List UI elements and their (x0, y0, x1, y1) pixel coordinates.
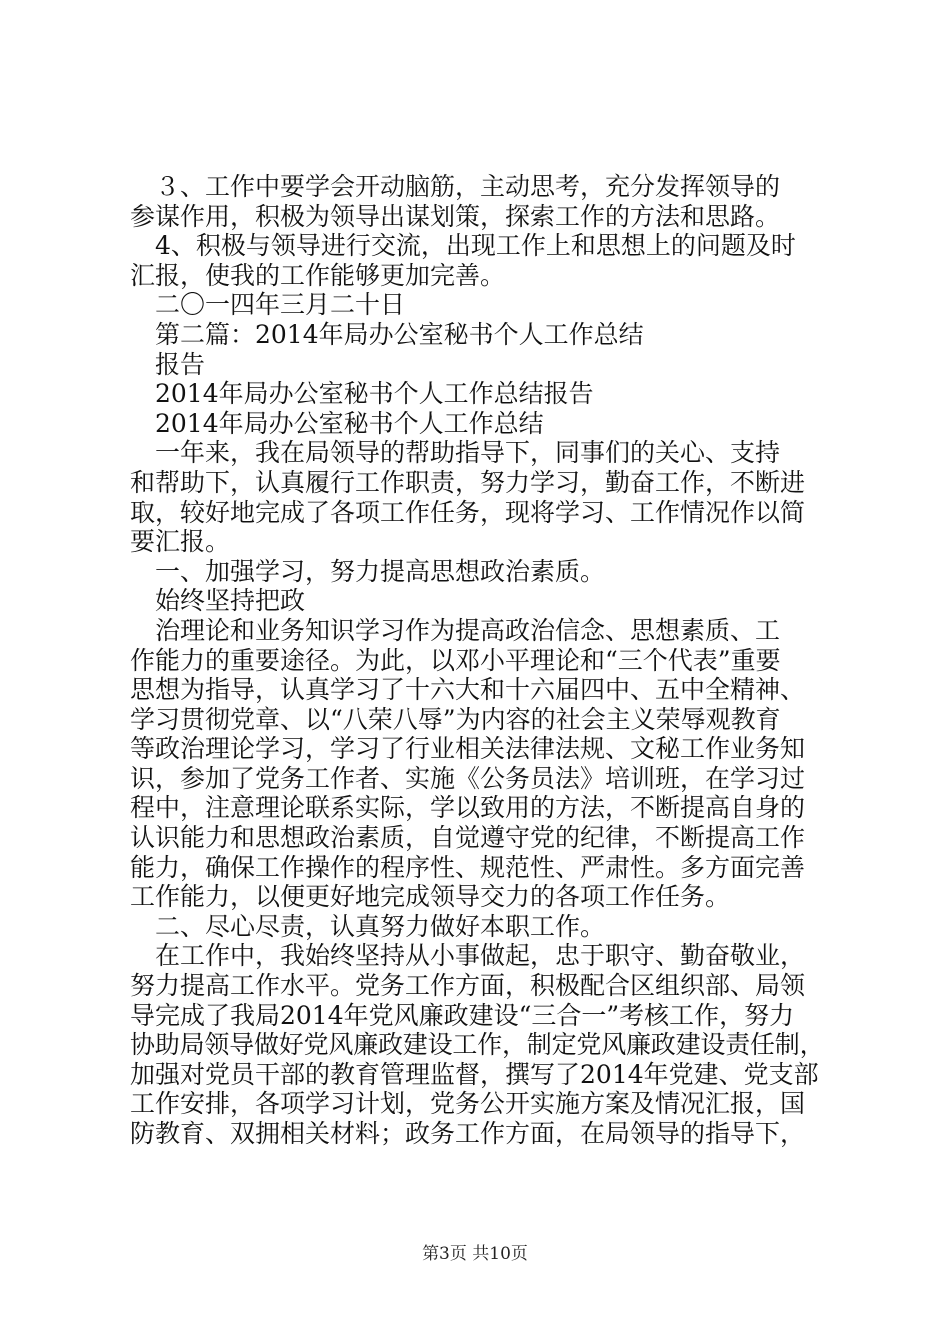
text-line: 4、积极与领导进行交流，出现工作上和思想上的问题及时 (130, 231, 796, 261)
text-line: 和帮助下，认真履行工作职责，努力学习，勤奋工作，不断进 (130, 467, 806, 497)
text-line: 2014年局办公室秘书个人工作总结 (130, 408, 544, 438)
text-line: 作能力的重要途径。为此，以邓小平理论和“三个代表”重要 (130, 645, 781, 675)
text-line: 防教育、双拥相关材料；政务工作方面，在局领导的指导下， (130, 1119, 806, 1148)
text-line: 取，较好地完成了各项工作任务，现将学习、工作情况作以简 (130, 497, 806, 527)
text-line: 努力提高工作水平。党务工作方面，积极配合区组织部、局领 (130, 971, 806, 1001)
text-line: 等政治理论学习，学习了行业相关法律法规、文秘工作业务知 (130, 734, 806, 764)
text-line: 能力，确保工作操作的程序性、规范性、严肃性。多方面完善 (130, 852, 806, 882)
text-line: 学习贯彻党章、以“八荣八辱”为内容的社会主义荣辱观教育 (130, 704, 781, 734)
text-line: 参谋作用，积极为领导出谋划策，探索工作的方法和思路。 (130, 201, 781, 231)
text-line: 加强对党员干部的教育管理监督，撰写了2014年党建、党支部 (130, 1059, 819, 1089)
text-line: 二〇一四年三月二十日 (130, 290, 406, 320)
text-line: 在工作中，我始终坚持从小事做起，忠于职守、勤奋敬业， (130, 941, 806, 971)
text-line: 报告 (130, 349, 206, 379)
text-line: 思想为指导，认真学习了十六大和十六届四中、五中全精神、 (130, 675, 806, 705)
text-line: 认识能力和思想政治素质，自觉遵守党的纪律，不断提高工作 (130, 823, 806, 853)
text-line: 一年来，我在局领导的帮助指导下，同事们的关心、支持 (130, 438, 781, 468)
text-line: ３、工作中要学会开动脑筋，主动思考，充分发挥领导的 (130, 172, 781, 201)
text-line: 工作能力，以便更好地完成领导交力的各项工作任务。 (130, 882, 731, 912)
text-line: 2014年局办公室秘书个人工作总结报告 (130, 379, 594, 409)
section-heading: 一、加强学习，努力提高思想政治素质。 (130, 556, 606, 586)
text-line: 导完成了我局2014年党风廉政建设“三合一”考核工作，努力 (130, 1000, 795, 1030)
text-line: 始终坚持把政 (130, 586, 306, 616)
text-line: 识，参加了党务工作者、实施《公务员法》培训班，在学习过 (130, 763, 806, 793)
text-line: 治理论和业务知识学习作为提高政治信念、思想素质、工 (130, 615, 781, 645)
text-line: 协助局领导做好党风廉政建设工作，制定党风廉政建设责任制， (130, 1030, 825, 1060)
section-heading: 二、尽心尽责，认真努力做好本职工作。 (130, 911, 606, 941)
text-line: 程中，注意理论联系实际，学以致用的方法，不断提高自身的 (130, 793, 806, 823)
page-number-footer: 第3页 共10页 (422, 1244, 528, 1264)
section-heading: 第二篇：2014年局办公室秘书个人工作总结 (130, 319, 644, 349)
document-body (130, 172, 830, 1149)
text-line: 要汇报。 (130, 527, 231, 557)
text-line: 工作安排，各项学习计划，党务公开实施方案及情况汇报，国 (130, 1089, 806, 1119)
text-line: 汇报，使我的工作能够更加完善。 (130, 260, 506, 290)
